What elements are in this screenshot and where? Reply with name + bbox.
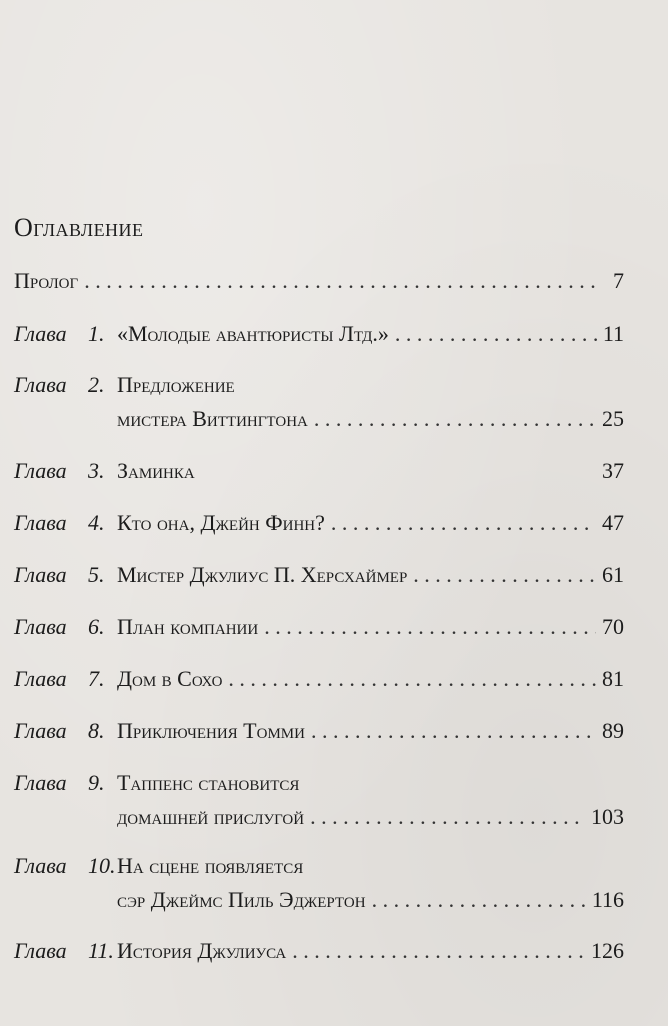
- entry-title-line-1: Предложение: [117, 372, 235, 397]
- chapter-label: Глава 5.: [14, 562, 105, 587]
- toc-title: Оглавление: [14, 213, 144, 242]
- toc-entry-chapter-4: [14, 510, 624, 544]
- chapter-label: Глава 3.: [14, 458, 105, 483]
- entry-title-line-1: На сцене появляется: [117, 853, 304, 878]
- chapter-label: Глава 1.: [14, 321, 105, 346]
- entry-title-line-2: домашней прислугой: [117, 804, 305, 829]
- chapter-label: Глава 7.: [14, 666, 105, 691]
- entry-page-number: 11: [602, 321, 624, 346]
- entry-title: История Джулиуса: [117, 938, 287, 963]
- toc-entry-chapter-11: [14, 938, 624, 972]
- chapter-label: Глава 10.: [14, 853, 116, 878]
- entry-page-number: 116: [591, 887, 624, 912]
- toc-entry-chapter-9: [14, 770, 624, 838]
- leader-dots: [395, 321, 597, 347]
- chapter-label: Глава 9.: [14, 770, 105, 795]
- toc-entry-chapter-8: [14, 718, 624, 752]
- leader-dots: [292, 938, 585, 964]
- chapter-label: Глава 4.: [14, 510, 105, 535]
- entry-title: «Молодые авантюристы Лтд.»: [117, 321, 389, 346]
- entry-title-line-2: сэр Джеймс Пиль Эджертон: [117, 887, 366, 912]
- chapter-label: Глава 8.: [14, 718, 105, 743]
- entry-page-number: 47: [602, 510, 624, 535]
- entry-title-line-2: мистера Виттингтона: [117, 406, 308, 431]
- chapter-label: Глава 11.: [14, 938, 114, 963]
- entry-title: Кто она, Джейн Финн?: [117, 510, 325, 535]
- toc-entry-prologue: [14, 268, 624, 302]
- entry-title: Заминка: [117, 458, 195, 483]
- leader-dots: [264, 614, 596, 640]
- entry-page-number: 70: [602, 614, 624, 639]
- leader-dots: [314, 406, 596, 432]
- toc-entry-chapter-10: [14, 853, 624, 921]
- toc-entry-chapter-7: [14, 666, 624, 700]
- entry-page-number: 103: [591, 804, 624, 829]
- toc-entry-chapter-1: [14, 321, 624, 355]
- entry-title: Приключения Томми: [117, 718, 305, 743]
- chapter-label: Глава 2.: [14, 372, 105, 397]
- entry-title: Мистер Джулиус П. Херсхаймер: [117, 562, 408, 587]
- toc-entry-chapter-6: [14, 614, 624, 648]
- leader-dots: [310, 804, 585, 830]
- entry-title: План компании: [117, 614, 259, 639]
- leader-dots: [311, 718, 596, 744]
- entry-page-number: 7: [613, 268, 624, 293]
- entry-title: Пролог: [14, 268, 79, 293]
- entry-page-number: 89: [602, 718, 624, 743]
- toc-entry-chapter-5: [14, 562, 624, 596]
- entry-page-number: 61: [602, 562, 624, 587]
- entry-title: Дом в Сохо: [117, 666, 223, 691]
- leader-dots: [413, 562, 596, 588]
- chapter-label: Глава 6.: [14, 614, 105, 639]
- entry-page-number: 126: [591, 938, 624, 963]
- leader-dots: [228, 666, 596, 692]
- entry-page-number: 25: [602, 406, 624, 431]
- entry-title-line-1: Таппенс становится: [117, 770, 300, 795]
- entry-page-number: 37: [602, 458, 624, 483]
- toc-entry-chapter-2: [14, 372, 624, 440]
- leader-dots: [84, 268, 600, 294]
- toc-entry-chapter-3: [14, 458, 624, 492]
- leader-dots: [372, 887, 586, 913]
- leader-dots: [331, 510, 596, 536]
- entry-page-number: 81: [602, 666, 624, 691]
